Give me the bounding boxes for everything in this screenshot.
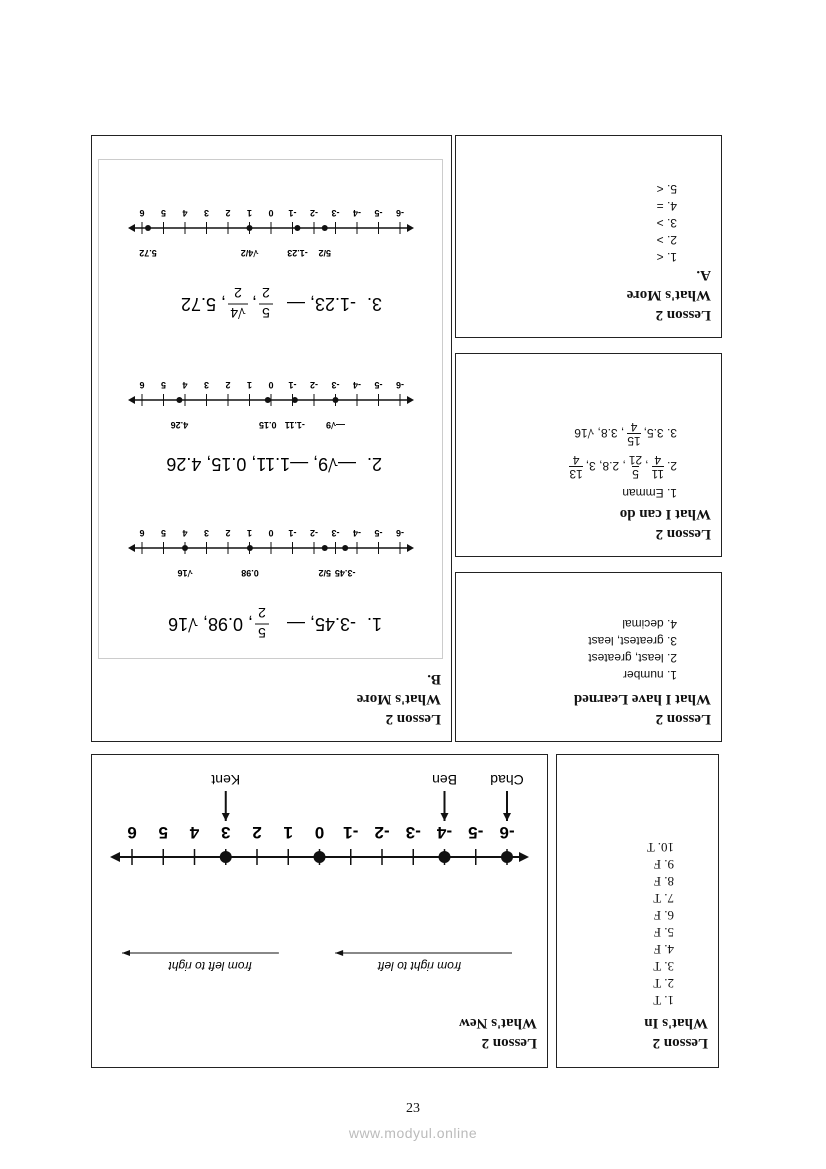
part-label: B. xyxy=(427,671,441,687)
whats-more-a-box xyxy=(455,135,722,338)
tick-label: 1 xyxy=(283,823,293,842)
expression-text: —√9, —1.11, 0.15, 4.26 xyxy=(166,454,356,474)
answer-item: 4. decimal xyxy=(622,617,677,631)
number-line-panel-diagram xyxy=(99,160,442,658)
answer-list xyxy=(466,615,677,683)
answer-2: 2. 11 4 , 5 21 , 2.8, 3, 13 4 xyxy=(569,453,677,481)
point-label: √16 xyxy=(177,568,193,578)
arrow-head xyxy=(335,950,343,956)
point-dot xyxy=(176,397,182,403)
point-dot xyxy=(342,545,348,551)
expression-number: 1. xyxy=(366,614,382,634)
number-line-panel xyxy=(98,159,443,659)
tick-label: 2 xyxy=(225,528,231,538)
answer-item: 8. F xyxy=(653,874,674,889)
name-label: Ben xyxy=(432,772,457,788)
watermark: www.modyul.online xyxy=(348,1125,478,1141)
tick-label: 6 xyxy=(127,823,137,842)
answer-item: 2. least, greatest xyxy=(588,651,677,665)
answer-item: 4. F xyxy=(653,942,674,957)
section-title: What I can do xyxy=(619,506,711,522)
tick-label: 3 xyxy=(221,823,231,842)
point-dot xyxy=(292,397,298,403)
tick-label: -4 xyxy=(352,528,362,538)
point-dot xyxy=(220,851,232,863)
tick-label: -2 xyxy=(309,380,319,390)
tick-label: -5 xyxy=(374,380,383,390)
tick-label: 1 xyxy=(246,380,253,390)
arrow-label: from left to right xyxy=(168,959,252,973)
point-label: 5/2 xyxy=(318,248,332,258)
answer-item: 10. T xyxy=(646,840,674,855)
answer-item: 4. = xyxy=(656,199,677,213)
tick-label: -2 xyxy=(309,208,319,218)
name-label: Kent xyxy=(211,772,241,788)
pointer-head xyxy=(222,813,230,821)
lesson-heading: Lesson 2 xyxy=(652,1035,708,1051)
tick-label: -2 xyxy=(374,823,390,842)
tick-label: 6 xyxy=(139,380,145,390)
line-arrow-left xyxy=(407,396,414,404)
section-title: What I have Learned xyxy=(573,691,711,707)
point-dot xyxy=(294,225,300,231)
arrow-label: from right to left xyxy=(377,959,462,973)
tick-label: -1 xyxy=(288,528,297,538)
tick-label: -3 xyxy=(331,380,340,390)
tick-label: -1 xyxy=(343,823,359,842)
section-title: What's More xyxy=(356,691,441,707)
point-dot xyxy=(247,225,253,231)
tick-label: -4 xyxy=(352,380,362,390)
tick-label: 0 xyxy=(314,823,325,842)
answer-item: 7. T xyxy=(653,891,674,906)
tick-label: 0 xyxy=(268,380,274,390)
point-dot xyxy=(501,851,513,863)
line-arrow-left xyxy=(519,852,529,862)
point-dot xyxy=(145,225,151,231)
answer-item: 1. number xyxy=(622,668,677,682)
expression-number: 3. xyxy=(366,294,382,314)
part-label: A. xyxy=(696,267,711,283)
answer-3: 3. 3.5, 15 4 , 3.8, √16 xyxy=(574,420,677,448)
line-arrow-right xyxy=(128,224,135,232)
answer-item: 5. F xyxy=(653,925,674,940)
answer-item: 9. F xyxy=(653,857,674,872)
answer-item: 1. < xyxy=(656,250,677,264)
point-label: 4.26 xyxy=(170,420,189,430)
expression-number: 2. xyxy=(366,454,382,474)
lesson-heading: Lesson 2 xyxy=(655,307,711,323)
tick-label: 1 xyxy=(246,528,253,538)
tick-label: -4 xyxy=(436,823,453,842)
point-label: 0.15 xyxy=(259,420,277,430)
point-dot xyxy=(247,545,253,551)
point-dot xyxy=(439,851,451,863)
what-i-have-learned-box xyxy=(455,572,722,742)
point-label: -1.23 xyxy=(287,248,308,258)
section-title: What's More xyxy=(626,287,711,303)
point-label: -1.11 xyxy=(284,420,305,430)
point-dot xyxy=(322,225,328,231)
what-i-can-do-box xyxy=(455,353,722,557)
fraction-den: 2 xyxy=(258,605,266,621)
tick-label: 4 xyxy=(182,208,188,218)
tick-label: -1 xyxy=(288,380,297,390)
whats-new-box xyxy=(91,754,548,1068)
answer-item: 2. > xyxy=(656,233,677,247)
line-arrow-left xyxy=(407,544,414,552)
point-label: —√9 xyxy=(326,420,345,430)
tick-label: -6 xyxy=(395,208,405,218)
line-arrow-right xyxy=(128,544,135,552)
point-dot xyxy=(333,397,339,403)
whats-in-box xyxy=(556,754,719,1068)
tick-label: 2 xyxy=(252,823,262,842)
tick-label: -1 xyxy=(288,208,297,218)
answer-1: 1. Emman xyxy=(622,486,677,500)
tick-label: -4 xyxy=(352,208,362,218)
tick-label: -6 xyxy=(395,528,405,538)
point-label: √4/2 xyxy=(240,248,259,258)
answer-list xyxy=(466,180,677,265)
line-arrow-right xyxy=(128,396,135,404)
answer-item: 3. T xyxy=(653,959,674,974)
tick-label: 0 xyxy=(268,528,274,538)
point-dot xyxy=(322,545,328,551)
tick-label: -2 xyxy=(309,528,319,538)
point-dot xyxy=(314,851,326,863)
page-number: 23 xyxy=(406,1101,420,1116)
expression-text: , xyxy=(251,294,257,314)
line-arrow-right xyxy=(110,852,120,862)
tick-label: 6 xyxy=(139,528,145,538)
name-label: Chad xyxy=(490,772,524,788)
point-dot xyxy=(265,397,271,403)
fraction-den: 2 xyxy=(262,285,270,301)
point-dot xyxy=(182,545,188,551)
expression-text: -3.45, — xyxy=(286,614,356,634)
tick-label: 5 xyxy=(160,380,167,390)
lesson-heading: Lesson 2 xyxy=(481,1035,537,1051)
fraction-den: 2 xyxy=(234,285,242,301)
number-line-diagram xyxy=(100,767,537,1007)
lesson-heading: Lesson 2 xyxy=(655,526,711,542)
tick-label: 3 xyxy=(203,380,210,390)
point-label: 5/2 xyxy=(318,568,332,578)
tick-label: 6 xyxy=(139,208,145,218)
number-line-item xyxy=(128,208,414,321)
tick-label: 4 xyxy=(182,380,188,390)
tick-label: -3 xyxy=(405,823,421,842)
answer-item: 3. greatest, least xyxy=(588,634,677,648)
tick-label: 2 xyxy=(225,380,231,390)
tick-label: -5 xyxy=(374,208,383,218)
expression-text: , 5.72 xyxy=(180,294,226,314)
tick-label: 0 xyxy=(268,208,274,218)
answer-item: 5. < xyxy=(656,182,677,196)
lesson-heading: Lesson 2 xyxy=(385,711,441,727)
section-title: What's In xyxy=(644,1015,708,1031)
answer-item: 2. T xyxy=(653,976,674,991)
point-label: -3.45 xyxy=(334,568,356,578)
tick-label: 2 xyxy=(225,208,231,218)
tick-label: -6 xyxy=(499,823,515,842)
section-title: What's New xyxy=(459,1015,537,1031)
pointer-head xyxy=(503,813,511,821)
answer-item: 3. > xyxy=(656,216,677,230)
line-arrow-left xyxy=(407,224,414,232)
point-label: 5.72 xyxy=(139,248,157,258)
fraction-num: 5 xyxy=(258,625,266,641)
whats-more-b-box xyxy=(91,135,452,742)
expression-text: , 0.98, √16 xyxy=(168,614,253,634)
tick-label: 3 xyxy=(203,528,210,538)
tick-label: 3 xyxy=(203,208,210,218)
point-label: 0.98 xyxy=(241,568,259,578)
fraction-num: √4 xyxy=(230,305,246,321)
lesson-heading: Lesson 2 xyxy=(655,711,711,727)
answer-list xyxy=(567,839,674,1009)
tick-label: 5 xyxy=(158,823,168,842)
pointer-head xyxy=(441,813,449,821)
tick-label: 5 xyxy=(160,208,167,218)
number-line-item xyxy=(128,528,414,641)
tick-label: -6 xyxy=(395,380,405,390)
answer-item: 6. F xyxy=(653,908,674,923)
arrow-head xyxy=(122,950,130,956)
number-line-item xyxy=(128,380,414,474)
answer-item: 1. T xyxy=(653,993,674,1008)
tick-label: 4 xyxy=(189,823,200,842)
tick-label: 1 xyxy=(246,208,253,218)
tick-label: 4 xyxy=(182,528,188,538)
tick-label: 5 xyxy=(160,528,167,538)
expression-text: -1.23, — xyxy=(286,294,356,314)
tick-label: -3 xyxy=(331,528,340,538)
fraction-num: 5 xyxy=(262,305,270,321)
tick-label: -5 xyxy=(468,823,484,842)
tick-label: -5 xyxy=(374,528,383,538)
tick-label: -3 xyxy=(331,208,340,218)
